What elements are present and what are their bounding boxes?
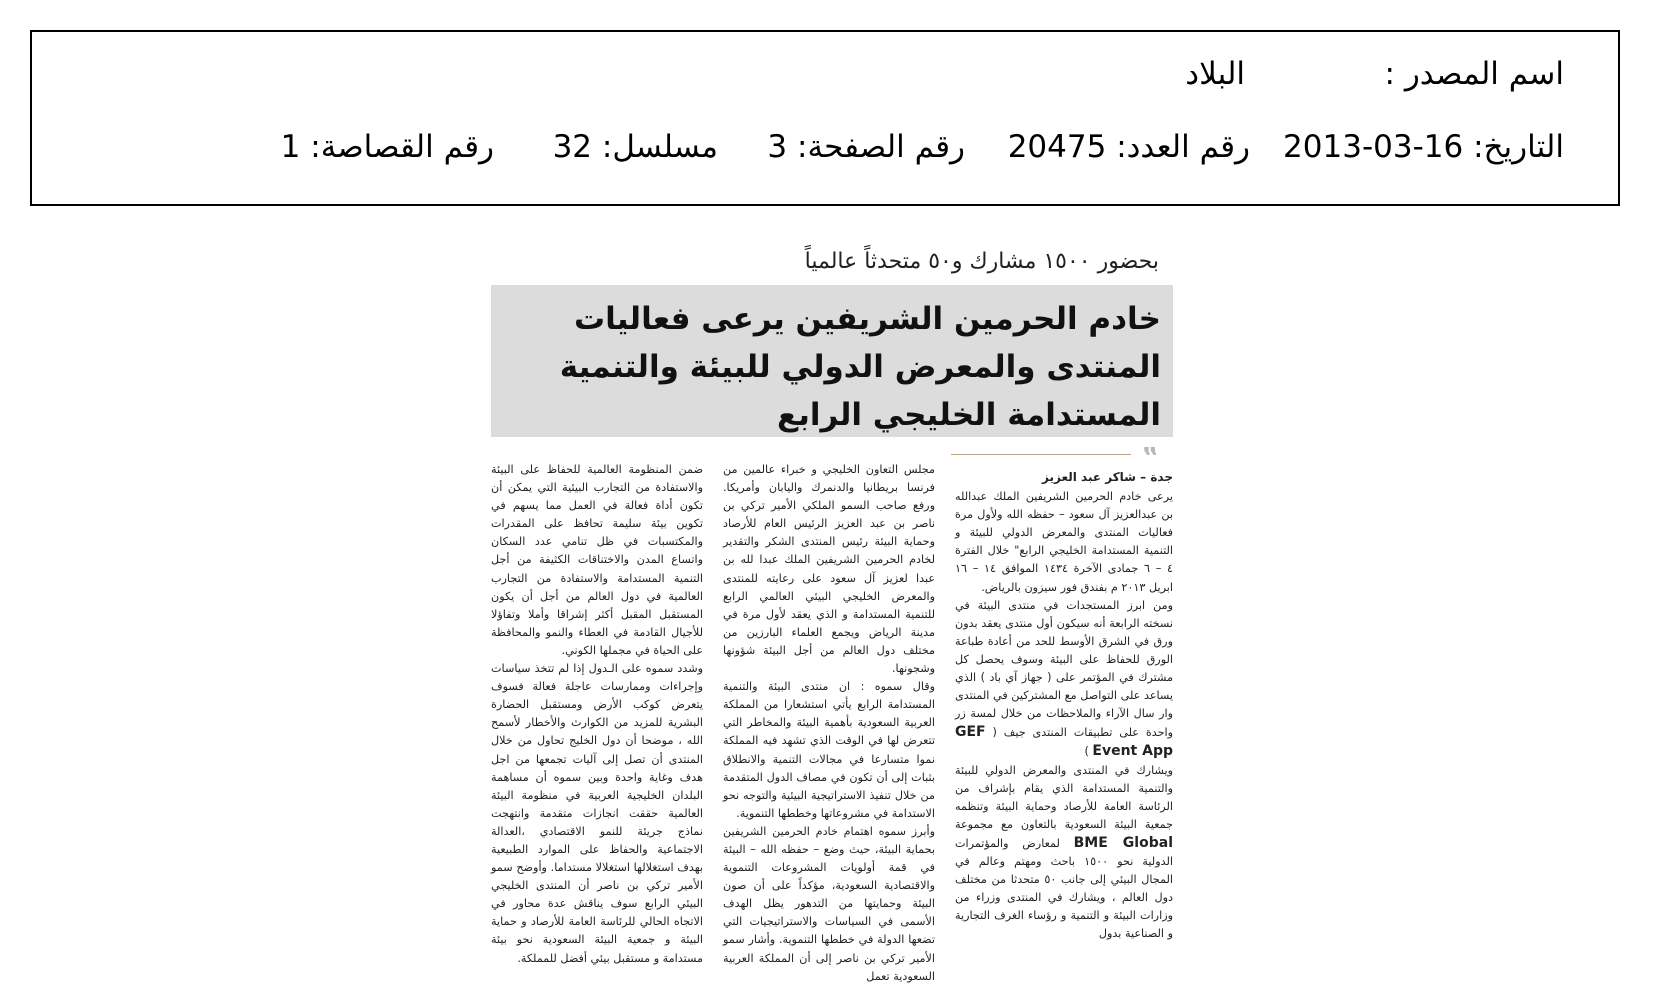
article-byline: جدة – شاكر عبد العزيز (1042, 470, 1173, 484)
issue-field (1008, 127, 1250, 167)
source-value: البلاد (1185, 56, 1245, 92)
date-value: 2013-03-16 (1283, 129, 1464, 165)
company-name: BME Global (1073, 834, 1173, 851)
serial-label: مسلسل: (601, 129, 718, 165)
clip-label: رقم القصاصة: (310, 129, 494, 165)
issue-value: 20475 (1007, 129, 1107, 165)
quote-icon: ‟ (1141, 443, 1159, 473)
date-field (1283, 127, 1564, 167)
newspaper-clipping (491, 243, 1174, 983)
paragraph: وأبرز سموه اهتمام خادم الحرمين الشريفين بحماية البيئة، حيث وضع – حفظه الله – البيئة في قمة أولويات المشروعات التنموية والاقتصادية السعودية، مؤكداً على أن صون البيئة وحمايتها من التدهور يظل الهدف الأسمى في السياسات والاستراتيجيات التي تضعها الدولة في خططها التنموية. وأشار سمو الأمير تركي بن ناصر إلى أن المملكة العربية السعودية تعمل (723, 824, 935, 983)
paragraph: ضمن المنظومة العالمية للحفاظ على البيئة والاستفادة من التجارب البيئية التي يمكن أن تكون أداة فعالة في العمل مما يسهم في تكوين بيئة سليمة تحافظ على المقدرات والمكتسبات في ظل تنامي عدد السكان واتساع المدن والاختناقات الكثيفة من أجل التنمية المستدامة والاستفادة من التجارب العالمية في دول العالم من أجل أن يكون المستقبل المقبل أكثر إشراقا وأملا وتفاؤلا للأجيال القادمة في العطاء والنمو والمحافظة على الحياة في مجملها الكوني. (491, 463, 703, 657)
paragraph: ويشارك في المنتدى والمعرض الدولي للبيئة والتنمية المستدامة الذي يقام بإشراف من الرئاسة العامة للأرصاد وحماية البيئة وتنظمه جمعية البيئة السعودية بالتعاون مع مجموعة BME Global لمعارض والمؤتمرات الدولية نحو ١٥٠٠ باحث ومهتم وعالم في المجال البيئي إلى جانب ٥٠ متحدثا من مختلف دول العالم ، ويشارك في المنتدى وزراء من وزارات البيئة و التنمية و رؤساء الغرف التجارية و الصناعية بدول (955, 763, 1174, 941)
article-column-1 (955, 468, 1173, 943)
date-label: التاريخ: (1473, 129, 1564, 165)
app-name: GEF Event App (955, 724, 1173, 760)
serial-value: 32 (552, 129, 593, 165)
page-field (767, 127, 965, 167)
paragraph: يرعى خادم الحرمين الشريفين الملك عبدالله بن عبدالعزيز آل سعود – حفظه الله ولأول مرة فعاليات المنتدى والمعرض الدولي للبيئة و التنمية المستدامة الخليجي الرابع" خلال الفترة ٤ – ٦ جمادى الآخرة ١٤٣٤ الموافق ١٤ – ١٦ ابريل ٢٠١٣ م بفندق فور سيزون بالرياض. (955, 490, 1173, 594)
article-headline: خادم الحرمين الشريفين يرعى فعاليات المنتدى والمعرض الدولي للبيئة والتنمية المستدامة الخليجي الرابع (559, 301, 1161, 433)
headline-band (491, 285, 1173, 437)
issue-label: رقم العدد: (1116, 129, 1250, 165)
source-label: اسم المصدر : (1384, 56, 1564, 92)
article-column-2 (723, 461, 935, 986)
paragraph: ومن ابرز المستجدات في منتدى البيئة في نسخته الرابعة أنه سيكون أول منتدى يعقد بدون ورق في الشرق الأوسط للحد من أعادة طباعة الورق للحفاظ على البيئة وسوف يحصل كل مشترك في المؤتمر على ( جهاز آي باد ) الذي يساعد على التواصل مع المشتركين في المنتدى وار سال الآراء والملاحظات من خلال لمسة زر واحدة على تطبيقات المنتدى جيف ( GEF Event App ) (955, 598, 1174, 760)
paragraph: وقال سموه : ان منتدى البيئة والتنمية المستدامة الرابع يأتي استشعارا من المملكة العربية السعودية بأهمية البيئة والمخاطر التي تتعرض لها في الوقت الذي تشهد فيه المملكة نموا متسارعا في مجالات التنمية والانطلاق بثبات إلى أن تكون في مصاف الدول المتقدمة من خلال تنفيذ الاستراتيجية البيئية والتوجه نحو الاستدامة في مشروعاتها وخططها التنموية. (723, 680, 935, 820)
clip-field (281, 127, 494, 167)
article-kicker: بحضور ١٥٠٠ مشارك و٥٠ متحدثاً عالمياً (804, 249, 1159, 274)
clip-value: 1 (280, 129, 301, 165)
paragraph: مجلس التعاون الخليجي و خبراء عالمين من فرنسا بريطانيا والدنمرك واليابان وأمريكا. ورفع صاحب السمو الملكي الأمير تركي بن ناصر بن عبد العزيز الرئيس العام للأرصاد وحماية البيئة رئيس المنتدى الشكر والتقدير لخادم الحرمين الشريفين الملك عبدا لله بن عبدا لعزيز آل سعود على رعايته للمنتدى والمعرض الخليجي البيئي العالمي الرابع للتنمية المستدامة و الذي يعقد لأول مرة في مدينة الرياض ويجمع العلماء البارزين من مختلف دول العالم من أجل البيئة شؤونها وشجونها. (723, 463, 935, 676)
paragraph: وشدد سموه على الـدول إذا لم تتخذ سياسات وإجراءات وممارسات عاجلة فعالة فسوف يتعرض كوكب الأرض ومستقبل الحضارة البشرية للمزيد من الكوارث والأخطار لأسمح الله ، موضحا أن دول الخليج تحاول من خلال المنتدى أن تصل إلى آليات تجمعها من اجل هدف وغاية واحدة وبين سموه أن مساهمة البلدان الخليجية العربية في منظومة البيئة العالمية حققت انجازات متقدمة وانتهجت نماذج جريئة للنمو الاقتصادي ،العدالة الاجتماعية والحفاظ على الموارد الطبيعية بهدف استغلالها استغلالا مستداما. وأوضح سمو الأمير تركي بن ناصر أن المنتدى الخليجي البيئي الرابع سوف يناقش عدة محاور في الاتجاه الحالي للرئاسة العامة للأرصاد و حماية البيئة و جمعية البيئة السعودية نحو بيئة مستدامة و مستقبل بيئي أفضل للمملكة. (491, 662, 703, 965)
page-label: رقم الصفحة: (797, 129, 965, 165)
quote-divider (951, 454, 1131, 455)
page-value: 3 (767, 129, 788, 165)
serial-field (553, 127, 718, 167)
article-column-3 (491, 461, 703, 968)
source-info-box (30, 30, 1620, 206)
